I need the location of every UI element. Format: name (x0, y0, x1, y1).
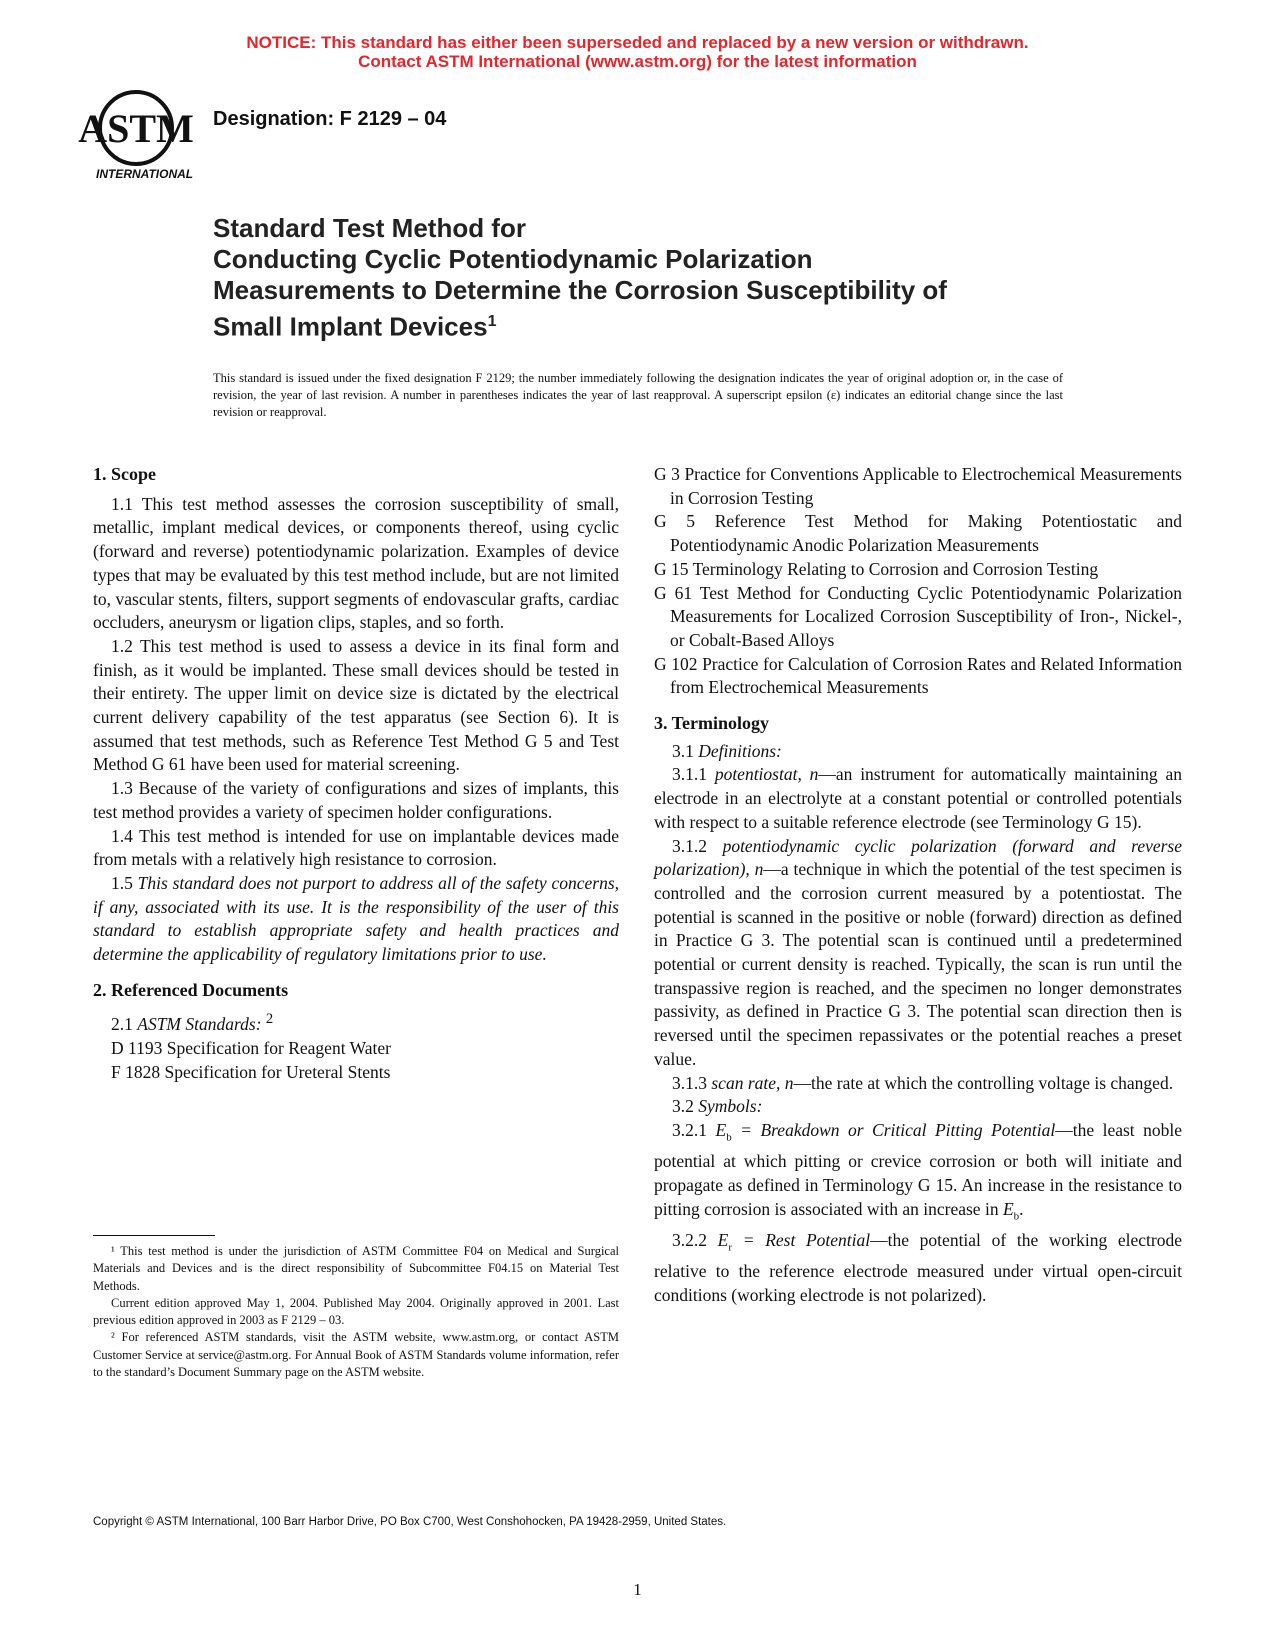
symbol-eb-end-period: . (1019, 1198, 1024, 1219)
symbol-er: E (717, 1229, 729, 1250)
para-3-2-label: Symbols: (698, 1096, 763, 1117)
para-1-2: 1.2 This test method is used to assess a device in its final form and finish, as it would be implanted. These small devices should be tested in their entirety. The upper limit on device size is dictated by the electrical current delivery capability of the test apparatus (see Section 6). It is assumed that test methods, such as Reference Test Method G 5 and Test Method G 61 have been used for material screening. (93, 635, 619, 775)
page-number: 1 (633, 1580, 642, 1599)
page-title (213, 213, 1113, 343)
para-3-1-2-num: 3.1.2 (672, 835, 707, 856)
para-3-2-2-num: 3.2.2 (672, 1229, 707, 1250)
footnote-1-edition: Current edition approved May 1, 2004. Published May 2004. Originally approved in 2001. Last previous edition approved in 2003 as F 2129 – 03. (93, 1295, 619, 1328)
astm-logo-icon (78, 88, 202, 188)
para-3-1-num: 3.1 (672, 740, 694, 761)
term-potentiostat: potentiostat, n (714, 764, 819, 785)
title-line-3: Measurements to Determine the Corrosion Susceptibility of (213, 275, 947, 305)
copyright: Copyright © ASTM International, 100 Barr Harbor Drive, PO Box C700, West Conshohocken, PA 19428-2959, United States. (93, 1516, 727, 1528)
para-3-1-1-num: 3.1.1 (672, 764, 707, 785)
footnote-2: ² For referenced ASTM standards, visit the ASTM website, www.astm.org, or contact ASTM Customer Service at service@astm.org. For Annual Book of ASTM Standards volume information, refer to the standard’s Document Summary page on the ASTM website. (93, 1330, 619, 1380)
def-potentiostat: —an instrument for automatically maintaining an electrode in an electrolyte at a constant potential or controlled potentials with respect to a suitable reference electrode (see Terminology G 15). (654, 764, 1183, 832)
para-3-1-label: Definitions: (698, 740, 782, 761)
logo-org-text: INTERNATIONAL (96, 167, 194, 181)
para-3-2-1-num: 3.2.1 (672, 1119, 707, 1140)
symbol-eb: E (715, 1119, 727, 1140)
title-line-4: Small Implant Devices (213, 311, 488, 342)
right-column (654, 463, 1182, 1307)
referenced-heading: 2. Referenced Documents (93, 979, 289, 1000)
terminology-heading: 3. Terminology (654, 713, 770, 734)
term-scan-rate: scan rate, n (711, 1072, 794, 1093)
footnote-1: ¹ This test method is under the jurisdiction of ASTM Committee F04 on Medical and Surgical Materials and Devices and is the direct responsibility of Subcommittee F04.15 on Material Test Methods. (93, 1244, 619, 1293)
issued-note: This standard is issued under the fixed designation F 2129; the number immediately following the designation indicates the year of original adoption or, in the case of revision, the year of last revision. A number in parentheses indicates the year of last reapproval. A superscript epsilon (ε) indicates an editorial change since the last revision or reapproval. (213, 371, 1063, 419)
title-footnote-mark: 1 (487, 313, 497, 330)
symbol-eb-end-sub: b (1013, 1210, 1020, 1223)
para-1-5: This standard does not purport to address all of the safety concerns, if any, associated with its use. It is the responsibility of the user of this standard to establish appropriate safety and health practices and determine the applicability of regulatory limitations prior to use. (93, 872, 620, 965)
footnotes (93, 1243, 619, 1381)
ref-item: G 15 Terminology Relating to Corrosion and Corrosion Testing (654, 558, 1099, 579)
para-1-4: 1.4 This test method is intended for use on implantable devices made from metals with a relatively high resistance to corrosion. (93, 825, 619, 870)
symbol-eb-end: E (1002, 1198, 1014, 1219)
notice-line-2: Contact ASTM International (www.astm.org) for the latest information (358, 52, 917, 71)
ref-item: F 1828 Specification for Ureteral Stents (111, 1061, 391, 1082)
para-3-1-3-num: 3.1.3 (672, 1072, 707, 1093)
svg-text:ASTM: ASTM (78, 106, 194, 151)
para-1-1: 1.1 This test method assesses the corrosion susceptibility of small, metallic, implant medical devices, or components thereof, using cyclic (forward and reverse) potentiodynamic polarization. Examples of device types that may be evaluated by this test method include, but are not limited to, vascular stents, filters, support segments of endovascular grafts, cardiac occluders, aneurysm or ligation clips, staples, and so forth. (93, 493, 619, 633)
title-line-2: Conducting Cyclic Potentiodynamic Polarization (213, 244, 813, 274)
left-column (93, 463, 619, 1084)
scope-heading: 1. Scope (93, 464, 156, 484)
ref-item: G 102 Practice for Calculation of Corrosion Rates and Related Information from Electrochemical Measurements (654, 653, 1182, 698)
para-2-1-sup: 2 (265, 1011, 274, 1028)
term-cyclic-polarization: potentiodynamic cyclic polarization (forward and reverse polarization), n (654, 835, 1183, 880)
para-3-2-num: 3.2 (672, 1096, 694, 1117)
title-line-1: Standard Test Method for (213, 213, 526, 243)
symbol-eb-def: = Breakdown or Critical Pitting Potential (731, 1119, 1056, 1140)
footnote-divider (93, 1235, 215, 1236)
ref-item: G 3 Practice for Conventions Applicable to Electrochemical Measurements in Corrosion Testing (654, 464, 1182, 508)
def-cyclic-polarization: —a technique in which the potential of the test specimen is controlled and the corrosion current measured by a potentiostat. The potential is scanned in the positive or noble (forward) direction as defined in Practice G 3. The potential scan is continued until a predetermined potential or current density is reached. Typically, the scan is run until the transpassive region is reached, and the specimen no longer demonstrates passivity, as defined in Practice G 3. The potential scan direction then is reversed until the specimen repassivates or the potential reaches a preset value. (654, 859, 1182, 1069)
symbol-er-text: —the potential of the working electrode relative to the reference electrode measured under virtual open-circuit conditions (working electrode is not polarized). (654, 1229, 1182, 1305)
para-1-3: 1.3 Because of the variety of configurations and sizes of implants, this test method provides a variety of specimen holder configurations. (93, 778, 619, 822)
ref-item: D 1193 Specification for Reagent Water (111, 1038, 391, 1058)
ref-item: G 61 Test Method for Conducting Cyclic Potentiodynamic Polarization Measurements for Localized Corrosion Susceptibility of Iron-, Nickel-, or Cobalt-Based Alloys (654, 582, 1182, 650)
ref-item: G 5 Reference Test Method for Making Potentiostatic and Potentiodynamic Anodic Polarization Measurements (654, 511, 1182, 556)
symbol-er-sub: r (728, 1241, 733, 1254)
designation: Designation: F 2129 – 04 (213, 108, 447, 130)
para-2-1-num: 2.1 (111, 1014, 133, 1035)
notice-banner (0, 33, 1275, 71)
para-1-5-num: 1.5 (111, 872, 133, 893)
symbol-er-def: = Rest Potential (732, 1229, 871, 1250)
notice-line-1: NOTICE: This standard has either been superseded and replaced by a new version or withdrawn. (246, 33, 1029, 52)
para-2-1-label: ASTM Standards: (137, 1014, 262, 1035)
symbol-eb-sub: b (726, 1131, 732, 1144)
def-scan-rate: —the rate at which the controlling voltage is changed. (793, 1072, 1174, 1093)
symbol-eb-text: —the least noble potential at which pitting or crevice corrosion or both will initiate and propagate as defined in Terminology G 15. An increase in the resistance to pitting corrosion is associated with an increase in (654, 1119, 1183, 1219)
